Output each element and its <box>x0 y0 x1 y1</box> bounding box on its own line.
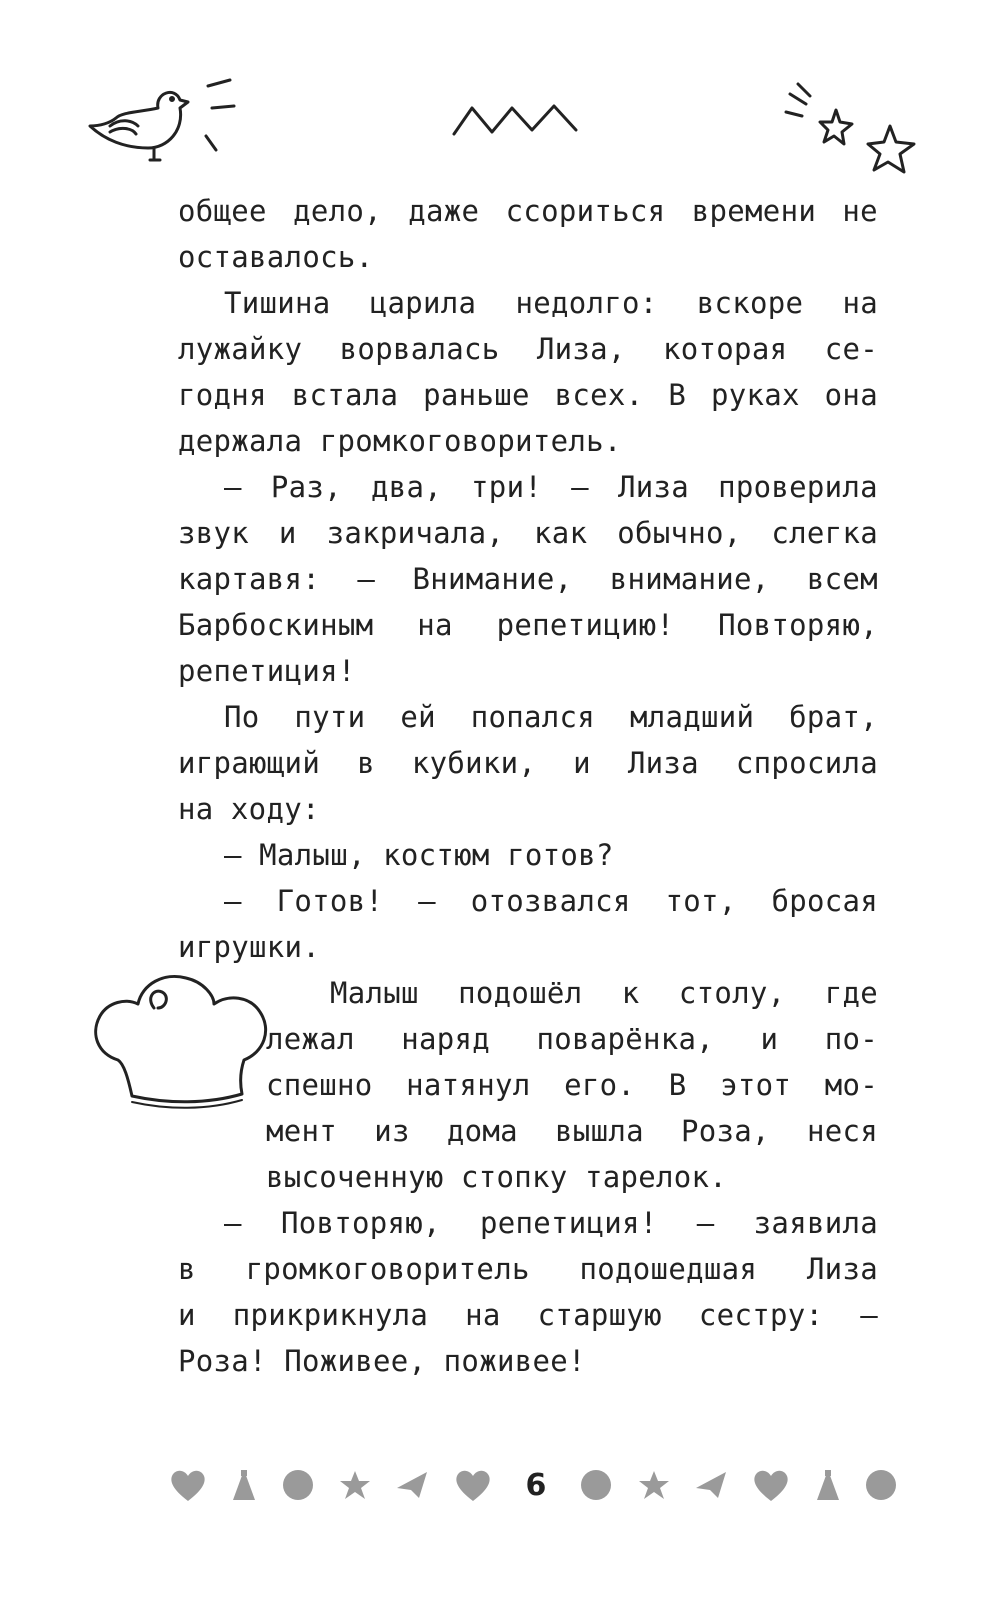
text-line: держала громкоговоритель. <box>178 424 622 458</box>
text-line: мент из дома вышла Роза, неся <box>266 1114 878 1148</box>
paper-plane-icon <box>694 1468 728 1502</box>
heart-icon <box>751 1467 791 1503</box>
text-line: спешно натянул его. В этот мо- <box>266 1068 878 1102</box>
text-line: звук и закричала, как обычно, слегка <box>178 516 878 550</box>
circle-icon <box>864 1468 898 1502</box>
text-line: лежал наряд поварёнка, и по- <box>266 1022 878 1056</box>
text-line: на ходу: <box>178 792 320 826</box>
circle-icon <box>281 1468 315 1502</box>
text-line: — Малыш, костюм готов? <box>224 838 614 872</box>
text-line: — Раз, два, три! — Лиза проверила <box>224 470 878 504</box>
text-line: Роза! Поживее, поживее! <box>178 1344 586 1378</box>
text-line: репетиция! <box>178 654 356 688</box>
text-line: картавя: — Внимание, внимание, всем <box>178 562 878 596</box>
text-line: игрушки. <box>178 930 321 964</box>
paper-plane-icon <box>395 1468 429 1502</box>
star-icon <box>338 1468 372 1502</box>
cone-icon <box>815 1468 841 1502</box>
heart-icon <box>453 1467 493 1503</box>
page-footer <box>168 1462 898 1508</box>
zigzag-icon <box>450 100 580 140</box>
heart-icon <box>168 1467 208 1503</box>
cone-icon <box>231 1468 257 1502</box>
page-number: 6 <box>525 1467 547 1503</box>
text-line: Малыш подошёл к столу, где <box>330 976 878 1010</box>
page-text <box>178 188 878 1384</box>
text-line: По пути ей попался младший брат, <box>224 700 878 734</box>
text-line: общее дело, даже ссориться времени не <box>178 194 878 228</box>
text-line: играющий в кубики, и Лиза спросила <box>178 746 878 780</box>
bird-icon <box>80 78 260 188</box>
text-line: — Повторяю, репетиция! — заявила <box>224 1206 878 1240</box>
star-icon <box>637 1468 671 1502</box>
text-line: высоченную стопку тарелок. <box>266 1160 728 1194</box>
text-line: и прикрикнула на старшую сестру: — <box>178 1298 878 1332</box>
text-line: оставалось. <box>178 240 374 274</box>
text-line: годня встала раньше всех. В руках она <box>178 378 878 412</box>
text-line: — Готов! — отозвался тот, бросая <box>224 884 878 918</box>
stars-icon <box>780 82 930 192</box>
text-line: Тишина царила недолго: вскоре на <box>224 286 878 320</box>
text-line: лужайку ворвалась Лиза, которая се- <box>178 332 878 366</box>
circle-icon <box>579 1468 613 1502</box>
text-line: в громкоговоритель подошедшая Лиза <box>178 1252 878 1286</box>
text-line: Барбоскиным на репетицию! Повторяю, <box>178 608 878 642</box>
